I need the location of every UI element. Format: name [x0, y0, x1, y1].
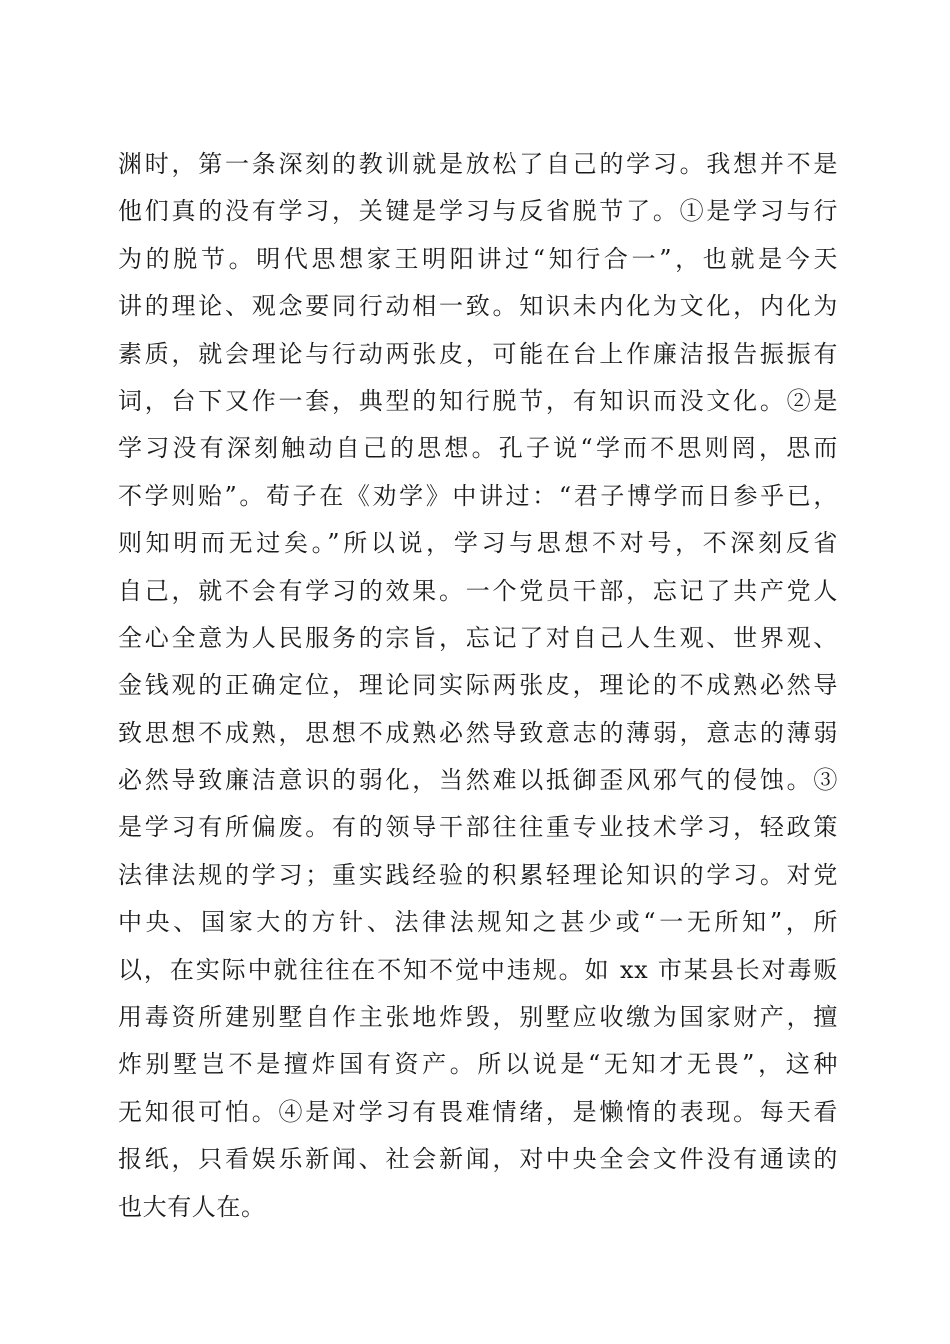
- text-line: 学习没有深刻触动自己的思想。孔子说“学而不思则罔，思而: [118, 434, 838, 463]
- text-line: 必然导致廉洁意识的弱化，当然难以抵御歪风邪气的侵蚀。③: [118, 766, 838, 795]
- text-line: 讲的理论、观念要同行动相一致。知识未内化为文化，内化为: [118, 292, 838, 321]
- text-line: 全心全意为人民服务的宗旨，忘记了对自己人生观、世界观、: [118, 623, 838, 652]
- text-line: 是学习有所偏废。有的领导干部往往重专业技术学习，轻政策: [118, 813, 838, 842]
- text-line: 以，在实际中就往往在不知不觉中违规。如 xx 市某县长对毒贩: [118, 955, 838, 984]
- text-line: 自己，就不会有学习的效果。一个党员干部，忘记了共产党人: [118, 576, 838, 605]
- text-line: 中央、国家大的方针、法律法规知之甚少或“一无所知”，所: [118, 908, 838, 937]
- text-line: 渊时，第一条深刻的教训就是放松了自己的学习。我想并不是: [118, 150, 838, 178]
- text-line: 炸别墅岂不是擅炸国有资产。所以说是“无知才无畏”，这种: [118, 1050, 838, 1079]
- text-line: 不学则贻”。荀子在《劝学》中讲过：“君子博学而日参乎已，: [118, 481, 838, 510]
- text-line: 致思想不成熟，思想不成熟必然导致意志的薄弱，意志的薄弱: [118, 718, 838, 747]
- text-line: 法律法规的学习；重实践经验的积累轻理论知识的学习。对党: [118, 860, 838, 889]
- text-line: 也大有人在。: [118, 1192, 266, 1221]
- text-line: 为的脱节。明代思想家王明阳讲过“知行合一”，也就是今天: [118, 244, 838, 273]
- text-line: 报纸，只看娱乐新闻、社会新闻，对中央全会文件没有通读的: [118, 1145, 838, 1174]
- text-line: 金钱观的正确定位，理论同实际两张皮，理论的不成熟必然导: [118, 671, 838, 700]
- text-line: 词，台下又作一套，典型的知行脱节，有知识而没文化。②是: [118, 386, 838, 415]
- text-line: 他们真的没有学习，关键是学习与反省脱节了。①是学习与行: [118, 197, 838, 226]
- text-line: 素质，就会理论与行动两张皮，可能在台上作廉洁报告振振有: [118, 339, 838, 368]
- text-line: 无知很可怕。④是对学习有畏难情绪，是懒惰的表现。每天看: [118, 1097, 838, 1126]
- text-line: 则知明而无过矣。”所以说，学习与思想不对号，不深刻反省: [118, 529, 838, 558]
- text-line: 用毒资所建别墅自作主张地炸毁，别墅应收缴为国家财产，擅: [118, 1003, 838, 1032]
- body-paragraph: [118, 141, 838, 1231]
